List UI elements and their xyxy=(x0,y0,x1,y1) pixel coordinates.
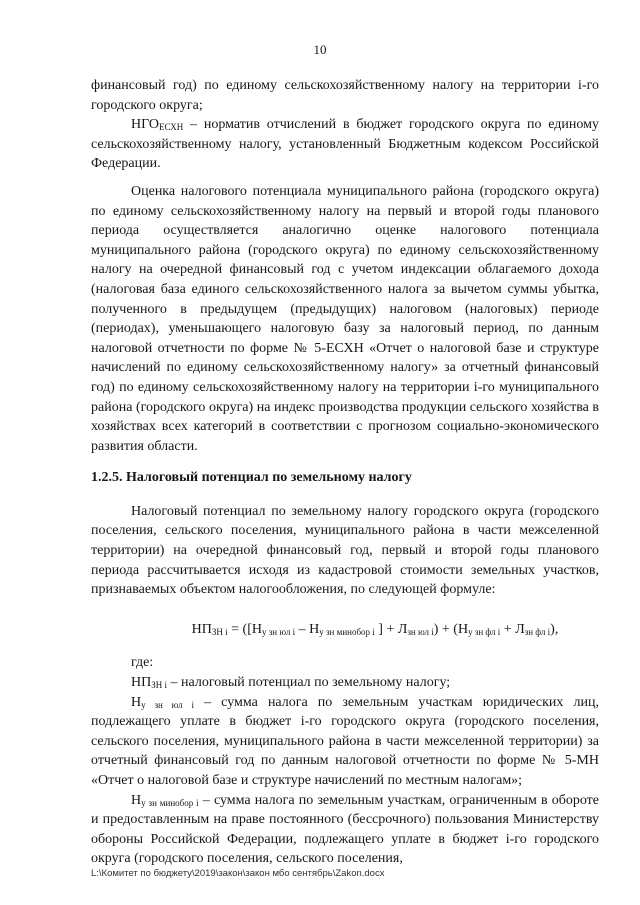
paragraph-assessment: Оценка налогового потенциала муниципального района (городского округа) по единому сельскохозяйственному налогу на первый и второй годы планового периода осуществляется аналогично оценке налогового потенциала муниципального района (городского округа) по единому сельскохозяйственному налогу на очередной финансовый год с учетом индексации облагаемого дохода (налоговая база единого сельскохозяйственного налога за вычетом суммы убытка, полученного в предыдущем (предыдущих) налоговом (налоговых) периоде (периодах), уменьшающего налоговую базу за налоговый период, по данным налоговой отчетности по форме № 5-ЕСХН «Отчет о налоговой базе и структуре начислений по единому сельскохозяйственному налогу» за отчетный финансовый год) по единому сельскохозяйственному налогу на территории i-го муниципального района (городского округа) на индекс производства продукции сельского хозяйства в хозяйствах всех категорий в соответствии с прогнозом социально-экономического развития области. xyxy=(91,183,599,454)
section-heading: 1.2.5. Налоговый потенциал по земельному налогу xyxy=(91,470,412,486)
page-number: 10 xyxy=(313,42,327,57)
paragraph-continuation: финансовый год) по единому сельскохозяйственному налогу на территории i-го городского округа; xyxy=(91,78,599,113)
symbol-ngo-subscript: ЕСХН xyxy=(158,122,184,133)
definition-n-ministry-defense: $Н_{у зн минобор i}$ – сумма налога по земельным участкам, ограниченным в обороте и предоставленным на праве постоянного (бессрочного) пользования Министерству обороны Российской Федерации, подлежащего уплате в бюджет i-го городского округа (городского поселения, сельского поселения, xyxy=(91,792,599,867)
formula: $НП_{ЗН i} = ([Н_{у зн юл i} - Н_{у зн минобор i}$ ] + $Л_{зн юл i}) + (Н_{у зн фл i} + Л_{зн фл i})$, xyxy=(191,621,559,637)
definition-n-legal-entities: $Н_{у зн юл i}$ – сумма налога по земельным участкам юридических лиц, подлежащего уплате в бюджет i-го городского округа (городского поселения, сельского поселения, муниципального района в части межселенной территории) за отчетный финансовый год по данным налоговой отчетности по форме № 5-МН «Отчет о налоговой базе и структуре начислений по местным налогам»; xyxy=(91,694,599,788)
file-path-footer: L:\Комитет по бюджету\2019\закон\закон мбо сентябрь\Zakon.docx xyxy=(91,868,385,879)
definition-ngo-eskhn xyxy=(91,115,599,174)
paragraph-land-tax: Налоговый потенциал по земельному налогу городского округа (городского поселения, сельского поселения, муниципального района в части межселенной территории) на очередной финансовый год, первый и второй годы планового периода рассчитывается исходя из кадастровой стоимости земельных участков, признаваемых объектом налогообложения, по следующей формуле: xyxy=(91,503,599,598)
document-body xyxy=(91,76,599,869)
where-label: где: xyxy=(131,655,154,671)
definition-np-zn: $НП_{ЗН i}$ – налоговый потенциал по земельному налогу; xyxy=(131,675,451,691)
symbol-ngo: НГО xyxy=(131,117,159,133)
definition-text: – норматив отчислений в бюджет городского округа по единому сельскохозяйственному налогу, установленный Бюджетным кодексом Российской Федерации. xyxy=(91,117,599,172)
